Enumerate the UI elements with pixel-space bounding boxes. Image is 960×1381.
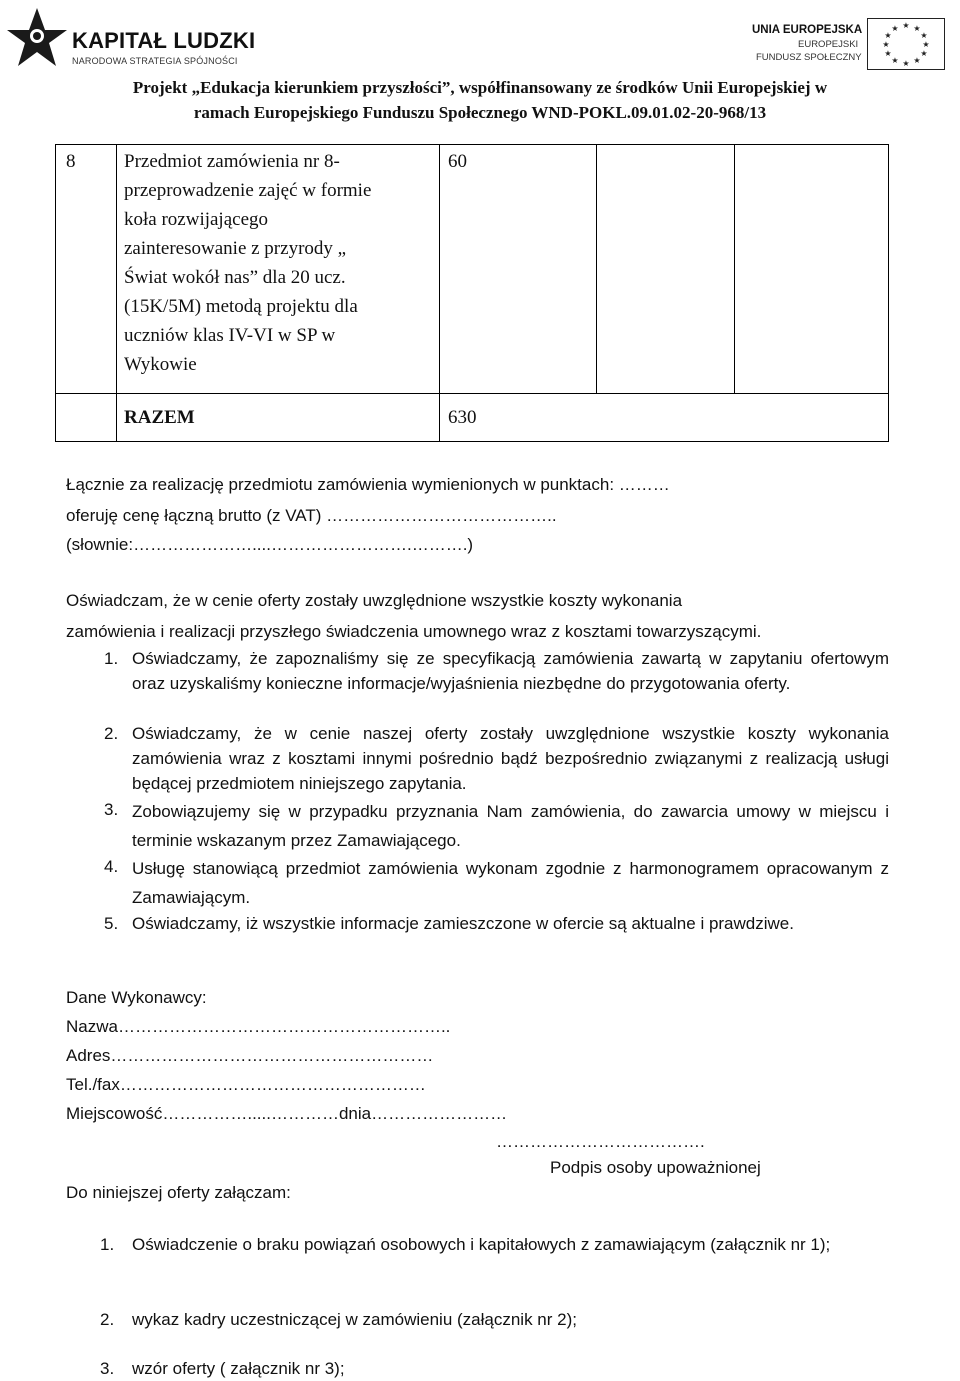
- svg-text:★: ★: [902, 59, 910, 68]
- statement-number: 1.: [104, 649, 119, 668]
- svg-text:★: ★: [891, 24, 899, 33]
- kapital-ludzki-star-icon: [6, 6, 68, 68]
- row-description-line: zainteresowanie z przyrody „: [124, 238, 347, 259]
- eu-logo: [752, 18, 952, 74]
- eu-flag-icon: [867, 18, 945, 70]
- statement-text: Oświadczamy, iż wszystkie informacje zamieszczone w ofercie są aktualne i prawdziwe.: [132, 914, 794, 933]
- signature-line: ……………………………….: [496, 1132, 705, 1151]
- svg-text:★: ★: [920, 49, 928, 58]
- row-description-line: koła rozwijającego: [124, 209, 269, 230]
- table-divider: [56, 393, 116, 394]
- contractor-place-date-field: Miejscowość…………….....…………dnia……………………: [66, 1104, 508, 1123]
- attachment-text: wykaz kadry uczestniczącej w zamówieniu (załącznik nr 2);: [132, 1310, 577, 1329]
- svg-text:★: ★: [891, 56, 899, 65]
- svg-text:★: ★: [882, 40, 890, 49]
- declaration-line-1: Oświadczam, że w cenie oferty zostały uwzględnione wszystkie koszty wykonania: [66, 591, 683, 610]
- row-description-line: (15K/5M) metodą projektu dla: [124, 296, 358, 317]
- contractor-name-field: Nazwa…………………………………………………..: [66, 1017, 451, 1036]
- declaration-line-2: zamówienia i realizacji przyszłego świadczenia umownego wraz z kosztami towarzyszącymi.: [66, 622, 762, 641]
- summary-line-2: oferuję cenę łączną brutto (z VAT) …………………………………..: [66, 506, 557, 525]
- contractor-phone-field: Tel./fax………………………………………………: [66, 1075, 426, 1094]
- logo-title: KAPITAŁ LUDZKI: [72, 28, 256, 53]
- row-description-line: Wykowie: [124, 354, 197, 375]
- attachment-text: wzór oferty ( załącznik nr 3);: [132, 1359, 345, 1378]
- contractor-heading: Dane Wykonawcy:: [66, 988, 207, 1007]
- row-hours: 60: [448, 151, 467, 172]
- attachment-number: 2.: [100, 1310, 115, 1329]
- svg-text:★: ★: [913, 24, 921, 33]
- row-description: [124, 147, 434, 379]
- table-divider: [734, 145, 735, 394]
- svg-text:★: ★: [920, 31, 928, 40]
- svg-text:★: ★: [884, 31, 892, 40]
- statement-number: 3.: [104, 800, 119, 819]
- project-line-1: Projekt „Edukacja kierunkiem przyszłości”, współfinansowany ze środków Unii Europejskiej w: [132, 78, 828, 97]
- eu-logo-line3: FUNDUSZ SPOŁECZNY: [756, 52, 862, 63]
- order-table: [55, 144, 889, 442]
- attachments-heading: Do niniejszej oferty załączam:: [66, 1183, 291, 1202]
- attachment-number: 3.: [100, 1359, 115, 1378]
- project-line-2: ramach Europejskiego Funduszu Społecznego WND-POKL.09.01.02-20-968/13: [193, 103, 767, 122]
- statement-number: 4.: [104, 857, 119, 876]
- attachment-number: 1.: [100, 1235, 115, 1254]
- row-description-line: przeprowadzenie zajęć w formie: [124, 180, 372, 201]
- svg-text:★: ★: [922, 40, 930, 49]
- row-number: 8: [66, 151, 76, 172]
- table-divider: [116, 145, 117, 442]
- eu-logo-line1: UNIA EUROPEJSKA: [752, 24, 863, 36]
- kapital-ludzki-logo: [6, 6, 266, 68]
- table-divider: [439, 145, 440, 442]
- total-value: 630: [448, 407, 477, 428]
- total-label: RAZEM: [124, 407, 195, 428]
- attachment-text: Oświadczenie o braku powiązań osobowych i kapitałowych z zamawiającym (załącznik nr 1);: [132, 1235, 831, 1254]
- summary-line-1: Łącznie za realizację przedmiotu zamówienia wymienionych w punktach: ………: [66, 475, 670, 494]
- row-description-line: uczniów klas IV-VI w SP w: [124, 325, 336, 346]
- svg-text:★: ★: [884, 49, 892, 58]
- signature-label: Podpis osoby upoważnionej: [550, 1158, 761, 1177]
- logo-subtitle: NARODOWA STRATEGIA SPÓJNOŚCI: [72, 56, 238, 66]
- eu-logo-line2: EUROPEJSKI: [798, 39, 859, 50]
- statement-text: Usługę stanowiącą przedmiot zamówienia wykonam zgodnie z harmonogramem opracowanym z Zamawiającym.: [132, 859, 889, 907]
- row-description-line: Przedmiot zamówienia nr 8-: [124, 151, 340, 172]
- statement-number: 2.: [104, 724, 119, 743]
- statement-text: Zobowiązujemy się w przypadku przyznania Nam zamówienia, do zawarcia umowy w miejscu i terminie wskazanym przez Zamawiającego.: [132, 802, 889, 850]
- row-description-line: Świat wokół nas” dla 20 ucz.: [124, 267, 346, 288]
- statement-text: Oświadczamy, że w cenie naszej oferty zostały uwzględnione wszystkie koszty wykonania zamówienia wraz z kosztami innymi pośrednio bądź bezpośrednio związanymi z realizacją usługi będącej przedmiotem niniejszego zapytania.: [132, 724, 889, 793]
- statement-number: 5.: [104, 914, 119, 933]
- contractor-address-field: Adres…………………………………………………: [66, 1046, 434, 1065]
- table-divider: [596, 145, 597, 394]
- svg-text:★: ★: [902, 21, 910, 30]
- statement-text: Oświadczamy, że zapoznaliśmy się ze specyfikacją zamówienia zawartą w zapytaniu ofertowym oraz uzyskaliśmy konieczne informacje/wyjaśnienia niezbędne do przygotowania oferty.: [132, 649, 889, 693]
- summary-line-3: (słownie:…………………....…………………….……….): [66, 535, 474, 554]
- svg-text:★: ★: [913, 56, 921, 65]
